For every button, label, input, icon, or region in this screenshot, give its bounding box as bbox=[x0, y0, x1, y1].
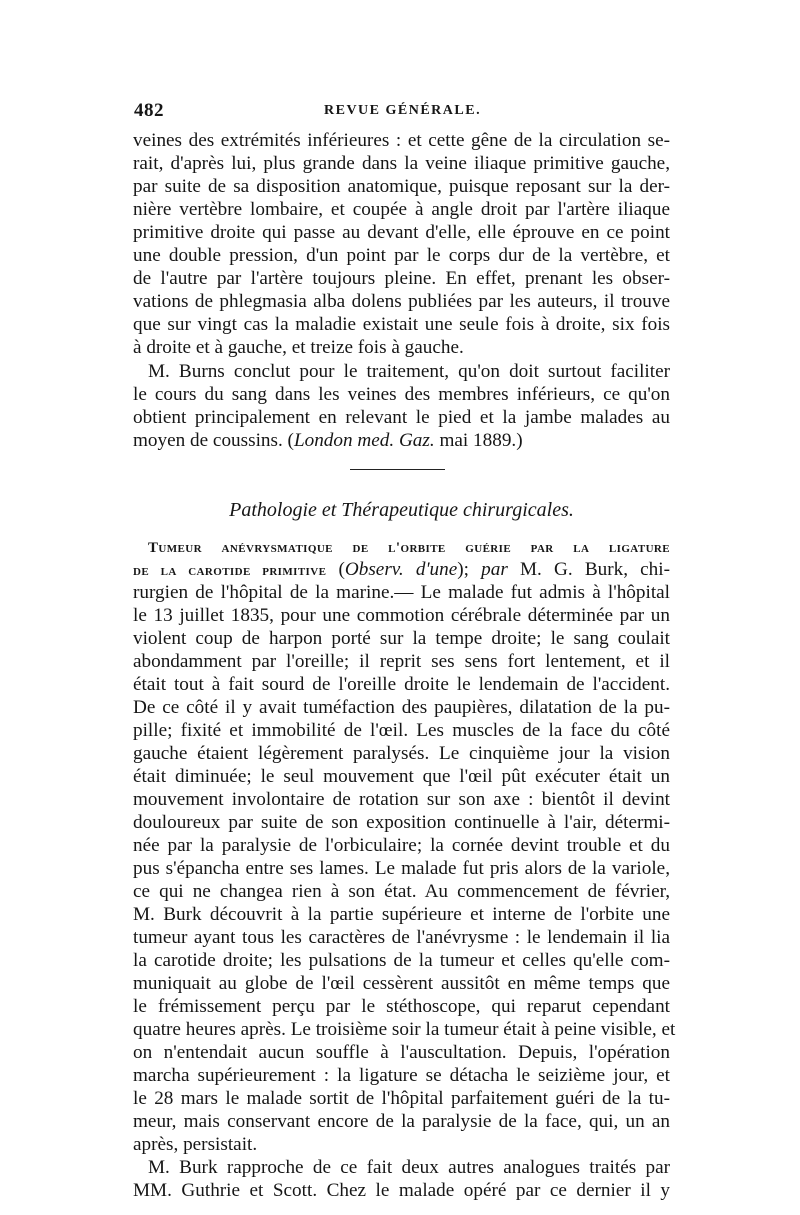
article-heading-text: Tumeur anévrysmatique de l'orbite guérie par la ligature bbox=[148, 540, 670, 556]
text-line: on n'entendait aucun souffle à l'auscultation. Depuis, l'opération bbox=[133, 1042, 670, 1063]
text-line: quatre heures après. Le troisième soir la tumeur était à peine visible, et bbox=[133, 1019, 676, 1040]
citation-source: London med. Gaz. bbox=[293, 430, 435, 451]
text-line: De ce côté il y avait tuméfaction des paupières, dilatation de la pu- bbox=[133, 697, 670, 718]
text-line: veines des extrémités inférieures : et cette gêne de la circulation se- bbox=[133, 130, 670, 151]
text-span: ( bbox=[326, 559, 345, 580]
text-line: le 28 mars le malade sortit de l'hôpital parfaitement guéri de la tu- bbox=[133, 1088, 670, 1109]
text-line: par suite de sa disposition anatomique, puisque reposant sur la der- bbox=[133, 176, 670, 197]
observation-label: Observ. d'une bbox=[344, 559, 458, 580]
text-line: vations de phlegmasia alba dolens publiées par les auteurs, il trouve bbox=[133, 291, 670, 312]
page-number: 482 bbox=[134, 100, 164, 121]
text-line: MM. Guthrie et Scott. Chez le malade opéré par ce dernier il y bbox=[133, 1180, 670, 1201]
text-line: ce qui ne changea rien à son état. Au commencement de février, bbox=[133, 881, 670, 902]
text-line: pus s'épancha entre ses lames. Le malade fut pris alors de la variole, bbox=[133, 858, 670, 879]
text-line: une double pression, d'un point par le corps dur de la vertèbre, et bbox=[133, 245, 670, 266]
section-divider bbox=[350, 469, 445, 470]
text-line: le cours du sang dans les veines des membres inférieurs, ce qu'on bbox=[133, 384, 670, 405]
text-span: ); bbox=[457, 559, 482, 580]
text-line: que sur vingt cas la maladie existait une seule fois à droite, six fois bbox=[133, 314, 670, 335]
section-title: Pathologie et Thérapeutique chirurgicales. bbox=[229, 499, 574, 521]
article-heading-text: de la carotide primitive bbox=[133, 563, 327, 579]
text-line: mouvement involontaire de rotation sur son axe : bientôt il devint bbox=[133, 789, 670, 810]
article-heading bbox=[148, 536, 670, 558]
text-line: rurgien de l'hôpital de la marine.— Le malade fut admis à l'hôpital bbox=[133, 582, 670, 603]
text-line: violent coup de harpon porté sur la tempe droite; le sang coulait bbox=[133, 628, 670, 649]
text-line: tumeur ayant tous les caractères de l'anévrysme : le lendemain il lia bbox=[133, 927, 670, 948]
text-line: douloureux par suite de son exposition continuelle à l'air, détermi- bbox=[133, 812, 670, 833]
text-line: primitive droite qui passe au devant d'elle, elle éprouve en ce point bbox=[133, 222, 670, 243]
by-label: par bbox=[481, 559, 508, 580]
text-line: après, persistait. bbox=[133, 1134, 258, 1155]
text-span: moyen de coussins. ( bbox=[133, 430, 294, 451]
text-line: M. Burns conclut pour le traitement, qu'on doit surtout faciliter bbox=[148, 361, 670, 382]
text-line: muniquait au globe de l'œil cessèrent aussitôt en même temps que bbox=[133, 973, 670, 994]
text-line: nière vertèbre lombaire, et coupée à angle droit par l'artère iliaque bbox=[133, 199, 670, 220]
text-line: gauche étaient légèrement paralysés. Le cinquième jour la vision bbox=[133, 743, 670, 764]
text-line: était diminuée; le seul mouvement que l'œil pût exécuter était un bbox=[133, 766, 670, 787]
text-line: à droite et à gauche, et treize fois à gauche. bbox=[133, 337, 464, 358]
text-line: le frémissement perçu par le stéthoscope, qui reparut cependant bbox=[133, 996, 670, 1017]
running-title: REVUE GÉNÉRALE. bbox=[324, 103, 482, 118]
article-heading-line-2 bbox=[133, 559, 670, 581]
text-line: la carotide droite; les pulsations de la tumeur et celles qu'elle com- bbox=[133, 950, 670, 971]
page-header bbox=[134, 100, 670, 124]
text-line: obtient principalement en relevant le pied et la jambe malades au bbox=[133, 407, 670, 428]
author-name: M. G. Burk, chi- bbox=[507, 559, 670, 580]
text-line: M. Burk rapproche de ce fait deux autres analogues traités par bbox=[148, 1157, 670, 1178]
text-line: marcha supérieurement : la ligature se détacha le seizième jour, et bbox=[133, 1065, 670, 1086]
text-line: de l'autre par l'artère toujours pleine. En effet, prenant les obser- bbox=[133, 268, 670, 289]
text-line: était tout à fait sourd de l'oreille droite le lendemain de l'accident. bbox=[133, 674, 670, 695]
text-line: M. Burk découvrit à la partie supérieure et interne de l'orbite une bbox=[133, 904, 670, 925]
citation-date: mai 1889.) bbox=[434, 430, 523, 451]
text-line: le 13 juillet 1835, pour une commotion cérébrale déterminée par un bbox=[133, 605, 670, 626]
text-line: rait, d'après lui, plus grande dans la veine iliaque primitive gauche, bbox=[133, 153, 670, 174]
text-line-citation bbox=[133, 430, 670, 452]
text-line: meur, mais conservant encore de la paralysie de la face, qui, un an bbox=[133, 1111, 670, 1132]
text-line: pille; fixité et immobilité de l'œil. Les muscles de la face du côté bbox=[133, 720, 670, 741]
text-line: née par la paralysie de l'orbiculaire; la cornée devint trouble et du bbox=[133, 835, 670, 856]
text-line: abondamment par l'oreille; il reprit ses sens fort lentement, et il bbox=[133, 651, 670, 672]
